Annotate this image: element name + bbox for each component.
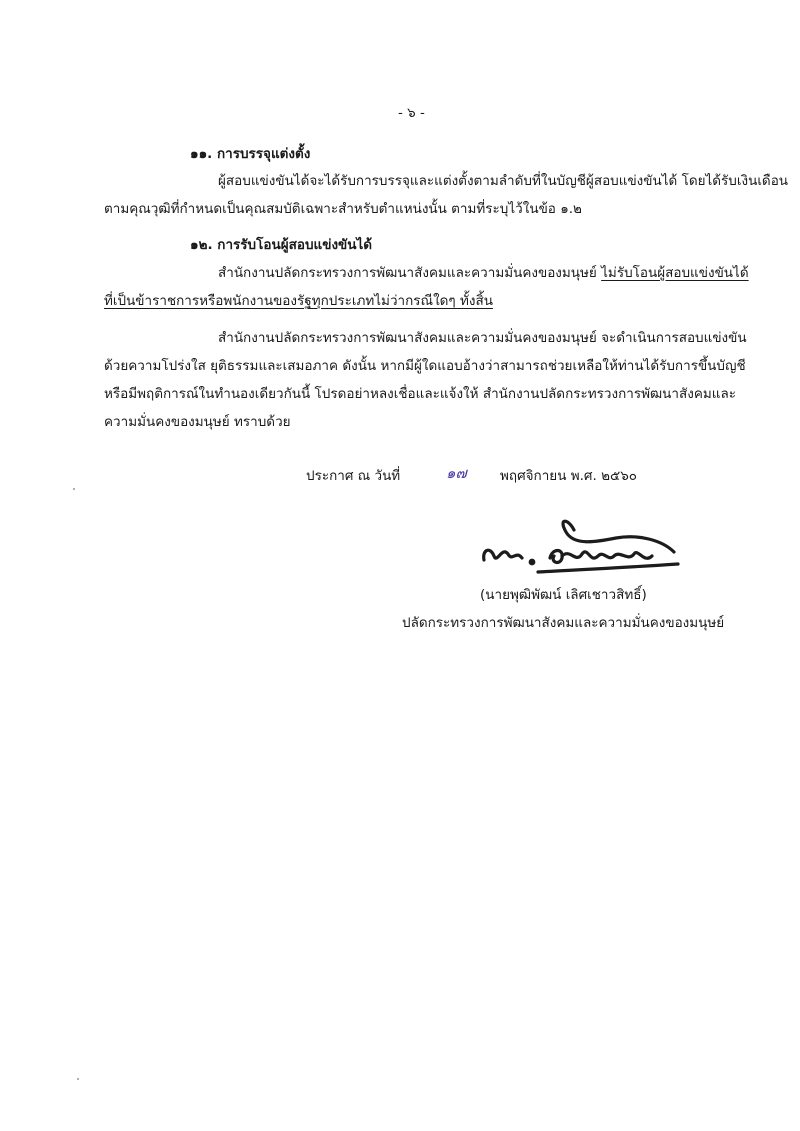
notice-line-4: ความมั่นคงของมนุษย์ ทราบด้วย	[104, 414, 291, 430]
signatory-name: (นายพุฒิพัฒน์ เลิศเชาวสิทธิ์)	[480, 587, 647, 603]
section-11-heading: ๑๑. การบรรจุแต่งตั้ง	[190, 146, 311, 162]
announcement-day: ๑๗	[446, 464, 467, 482]
scan-speck	[73, 488, 75, 490]
section-12-line-2: ที่เป็นข้าราชการหรือพนักงานของรัฐทุกประเภทไม่ว่ากรณีใดๆ ทั้งสิ้น	[104, 293, 493, 309]
notice-line-3: หรือมีพฤติการณ์ในทำนองเดียวกันนี้ โปรดอย่าหลงเชื่อและแจ้งให้ สำนักงานปลัดกระทรวงการพัฒนาสังคมและ	[104, 386, 736, 402]
section-12-line-1	[218, 264, 749, 282]
section-12-heading: ๑๒. การรับโอนผู้สอบแข่งขันได้	[190, 237, 373, 253]
page-number: - ๖ -	[398, 105, 425, 121]
notice-line-1: สำนักงานปลัดกระทรวงการพัฒนาสังคมและความมั่นคงของมนุษย์ จะดำเนินการสอบแข่งขัน	[218, 330, 747, 346]
section-12-line-1-text: สำนักงานปลัดกระทรวงการพัฒนาสังคมและความมั่นคงของมนุษย์	[218, 265, 602, 281]
section-11-line-1: ผู้สอบแข่งขันได้จะได้รับการบรรจุและแต่งตั้งตามลำดับที่ในบัญชีผู้สอบแข่งขันได้ โดยได้รับเงินเดือน	[218, 173, 789, 189]
signatory-position: ปลัดกระทรวงการพัฒนาสังคมและความมั่นคงของมนุษย์	[402, 615, 725, 631]
notice-line-2: ด้วยความโปร่งใส ยุติธรรมและเสมอภาค ดังนั้น หากมีผู้ใดแอบอ้างว่าสามารถช่วยเหลือให้ท่านได้รับการขึ้นบัญชี	[104, 358, 746, 374]
signature-image	[478, 512, 688, 590]
announcement-prefix: ประกาศ ณ วันที่	[306, 468, 401, 484]
announcement-month-year: พฤศจิกายน พ.ศ. ๒๕๖๐	[500, 468, 638, 484]
section-11-line-2: ตามคุณวุฒิที่กำหนดเป็นคุณสมบัติเฉพาะสำหรับตำแหน่งนั้น ตามที่ระบุไว้ในข้อ ๑.๒	[104, 201, 582, 217]
scan-speck	[77, 1078, 79, 1080]
section-12-line-1-underlined: ไม่รับโอนผู้สอบแข่งขันได้	[601, 265, 749, 281]
